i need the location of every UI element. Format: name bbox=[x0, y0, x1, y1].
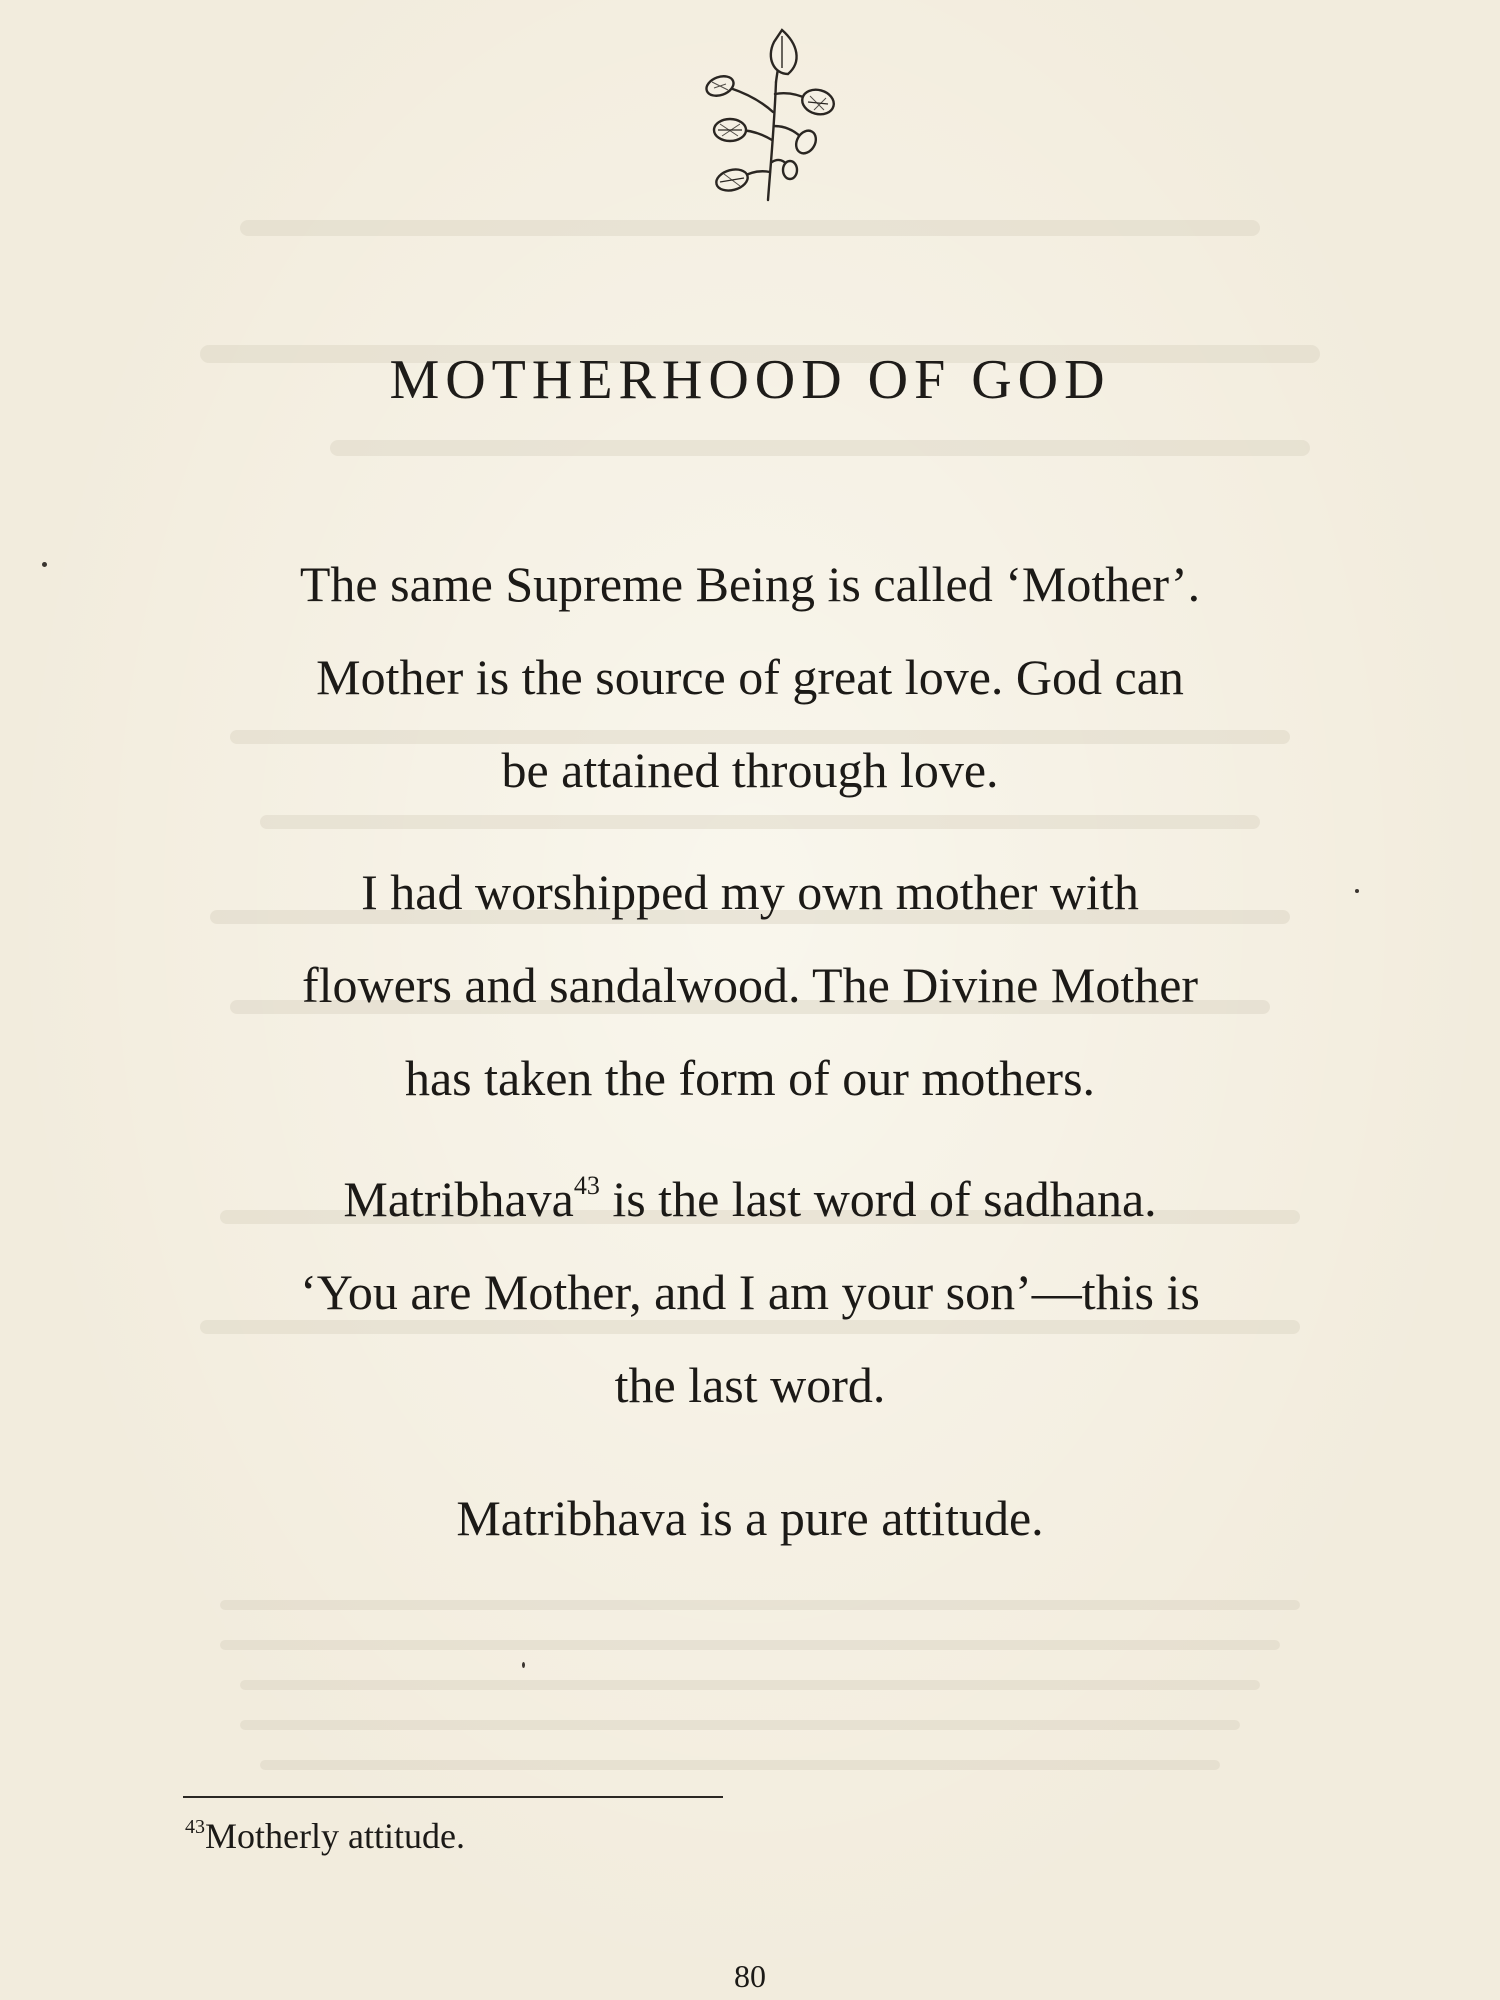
paragraph-4 bbox=[150, 1472, 1350, 1565]
paragraph-2 bbox=[150, 846, 1350, 1125]
text-line: has taken the form of our mothers. bbox=[404, 1050, 1096, 1106]
footnote-divider bbox=[183, 1796, 723, 1798]
text-line: be attained through love. bbox=[501, 742, 999, 798]
paper-speck bbox=[522, 1662, 525, 1668]
text-line: Matribhava is a pure attitude. bbox=[456, 1490, 1044, 1546]
leaf-sprig-ornament-icon bbox=[690, 22, 850, 207]
footnote bbox=[185, 1815, 465, 1857]
text-line: The same Supreme Being is called ‘Mother’. bbox=[299, 556, 1201, 612]
paragraph-1 bbox=[150, 538, 1350, 817]
text-line: Mother is the source of great love. God can bbox=[316, 649, 1184, 705]
footnote-number: 43 bbox=[185, 1816, 205, 1838]
text-line: flowers and sandalwood. The Divine Mother bbox=[301, 957, 1199, 1013]
paper-speck bbox=[1355, 889, 1359, 893]
page-number: 80 bbox=[734, 1958, 766, 1994]
text-line bbox=[150, 1153, 1350, 1246]
footnote-reference[interactable]: 43 bbox=[573, 1171, 600, 1201]
text-line: the last word. bbox=[614, 1357, 886, 1413]
paragraph-3 bbox=[150, 1153, 1350, 1432]
matribhava-word: Matribhava bbox=[343, 1171, 574, 1227]
text-line: I had worshipped my own mother with bbox=[361, 864, 1139, 920]
chapter-title: MOTHERHOOD OF GOD bbox=[389, 348, 1111, 411]
footnote-text: Motherly attitude. bbox=[205, 1816, 465, 1856]
text-line: ‘You are Mother, and I am your son’—this is bbox=[300, 1264, 1200, 1320]
text-fragment: is the last word of sadhana. bbox=[599, 1171, 1157, 1227]
paper-speck bbox=[42, 562, 47, 567]
